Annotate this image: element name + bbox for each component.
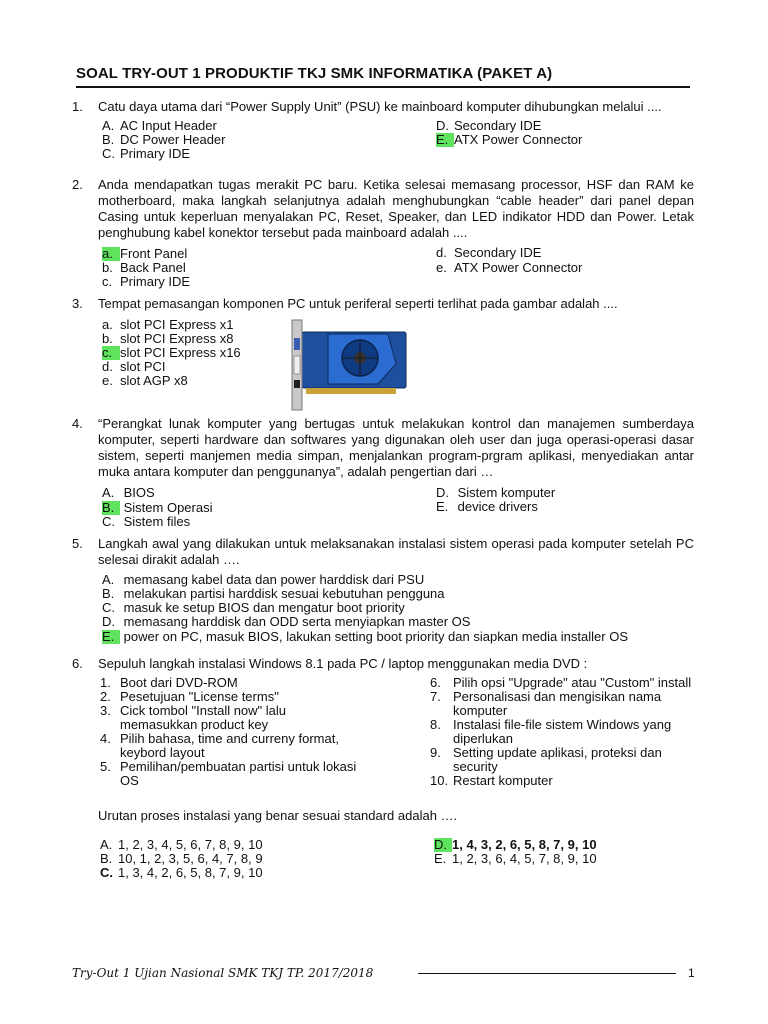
question-6 — [72, 656, 694, 672]
question-stem: Tempat pemasangan komponen PC untuk periferal seperti terlihat pada gambar adalah .... — [98, 296, 618, 311]
question-stem: Anda mendapatkan tugas merakit PC baru. Ketika selesai memasang processor, HSF dan RAM ke motherboard, maka langkah selanjutnya adalah menghubungkan “cable header” dari panel depan Casing untuk keperluan menyalakan PC, Reset, Speaker, dan LED indikator HDD dan Power. Letak penghubung kabel konektor tersebut pada mainboard adalah .... — [98, 177, 694, 240]
option-b[interactable]: b. Back Panel — [102, 260, 186, 275]
step-8: 8. Instalasi file-file sistem Windows yang diperlukan — [430, 717, 672, 746]
option-d[interactable]: D. Sistem komputer — [436, 485, 556, 500]
option-b[interactable]: B. 10, 1, 2, 3, 5, 6, 4, 7, 8, 9 — [100, 851, 263, 866]
question-stem: “Perangkat lunak komputer yang bertugas untuk melakukan kontrol dan manajemen sumberdaya komputer, seperti hardware dan softwares yang digunakan oleh user dan juga operasi-operasi dasar sistem, seperti manjemen media simpan, menjalankan program-prgram aplikasi, menyediakan antar muka antara komputer dan penggunanya”, adalah pengertian dari … — [98, 416, 694, 479]
option-d[interactable]: D. memasang harddisk dan ODD serta menyiapkan master OS — [102, 614, 471, 629]
step-10: 10. Restart komputer — [430, 773, 553, 788]
option-c[interactable]: C. 1, 3, 4, 2, 6, 5, 8, 7, 9, 10 — [100, 865, 263, 880]
question-2 — [72, 177, 694, 289]
footer-text: Try-Out 1 Ujian Nasional SMK TKJ TP. 2017/2018 — [72, 966, 374, 980]
option-c[interactable]: C. Primary IDE — [102, 146, 191, 161]
question-number: 6. — [72, 656, 83, 671]
option-a[interactable]: A. AC Input Header — [102, 118, 217, 133]
option-a[interactable]: A. BIOS — [102, 485, 155, 500]
question-number: 2. — [72, 177, 83, 192]
option-a[interactable]: A. 1, 2, 3, 4, 5, 6, 7, 8, 9, 10 — [100, 837, 263, 852]
option-e[interactable]: e. slot AGP x8 — [102, 373, 188, 388]
step-3: 3. Cick tombol "Install now" lalu memasukkan product key — [100, 703, 287, 732]
option-e[interactable]: E. 1, 2, 3, 6, 4, 5, 7, 8, 9, 10 — [434, 851, 597, 866]
option-e-correct[interactable]: E. ATX Power Connector — [436, 132, 583, 147]
option-a[interactable]: a. slot PCI Express x1 — [102, 317, 234, 332]
option-c[interactable]: c. Primary IDE — [102, 274, 191, 289]
option-c[interactable]: C. Sistem files — [102, 514, 191, 529]
question-1 — [72, 99, 694, 161]
option-d[interactable]: d. slot PCI — [102, 359, 166, 374]
question-4 — [72, 416, 694, 529]
question-5 — [72, 536, 694, 642]
step-2: 2. Pesetujuan "License terms" — [100, 689, 279, 704]
question-6-prompt: Urutan proses instalasi yang benar sesuai standard adalah …. — [98, 808, 458, 823]
question-stem: Langkah awal yang dilakukan untuk melaksanakan instalasi sistem operasi pada komputer setelah PC selesai dirakit adalah …. — [98, 536, 694, 567]
option-d-correct[interactable]: D. 1, 4, 3, 2, 6, 5, 8, 7, 9, 10 — [434, 837, 597, 852]
option-e[interactable]: e. ATX Power Connector — [436, 260, 583, 275]
option-a-correct[interactable]: a. Front Panel — [102, 246, 188, 261]
steps-left — [100, 676, 380, 788]
question-stem: Catu daya utama dari “Power Supply Unit” (PSU) ke mainboard komputer dihubungkan melalui .... — [98, 99, 662, 114]
page-number: 1 — [688, 966, 695, 980]
footer-divider — [418, 973, 676, 974]
option-b[interactable]: B. melakukan partisi harddisk sesuai kebutuhan pengguna — [102, 586, 445, 601]
question-number: 5. — [72, 536, 83, 551]
question-number: 3. — [72, 296, 83, 311]
option-a[interactable]: A. memasang kabel data dan power harddisk dari PSU — [102, 572, 425, 587]
steps-right — [430, 676, 700, 788]
step-4: 4. Pilih bahasa, time and curreny format, keybord layout — [100, 731, 339, 760]
step-9: 9. Setting update aplikasi, proteksi dan security — [430, 745, 662, 774]
option-b[interactable]: b. slot PCI Express x8 — [102, 331, 234, 346]
option-b[interactable]: B. DC Power Header — [102, 132, 226, 147]
question-number: 4. — [72, 416, 83, 431]
step-7: 7. Personalisasi dan mengisikan nama komputer — [430, 689, 662, 718]
option-c[interactable]: C. masuk ke setup BIOS dan mengatur boot priority — [102, 600, 405, 615]
graphics-card-image — [288, 312, 410, 412]
option-b-correct[interactable]: B. Sistem Operasi — [102, 500, 213, 515]
option-d[interactable]: D. Secondary IDE — [436, 118, 542, 133]
question-number: 1. — [72, 99, 83, 114]
step-1: 1. Boot dari DVD-ROM — [100, 675, 238, 690]
page-title: SOAL TRY-OUT 1 PRODUKTIF TKJ SMK INFORMATIKA (PAKET A) — [76, 65, 690, 88]
step-6: 6. Pilih opsi "Upgrade" atau "Custom" install — [430, 675, 692, 690]
option-e[interactable]: E. device drivers — [436, 499, 538, 514]
step-5: 5. Pemilihan/pembuatan partisi untuk lokasi OS — [100, 759, 357, 788]
question-6-options — [100, 836, 700, 882]
question-stem: Sepuluh langkah instalasi Windows 8.1 pada PC / laptop menggunakan media DVD : — [98, 656, 588, 671]
option-d[interactable]: d. Secondary IDE — [436, 245, 542, 260]
option-c-correct[interactable]: c. slot PCI Express x16 — [102, 345, 241, 360]
option-e-correct[interactable]: E. power on PC, masuk BIOS, lakukan setting boot priority dan siapkan media installer OS — [102, 629, 628, 644]
